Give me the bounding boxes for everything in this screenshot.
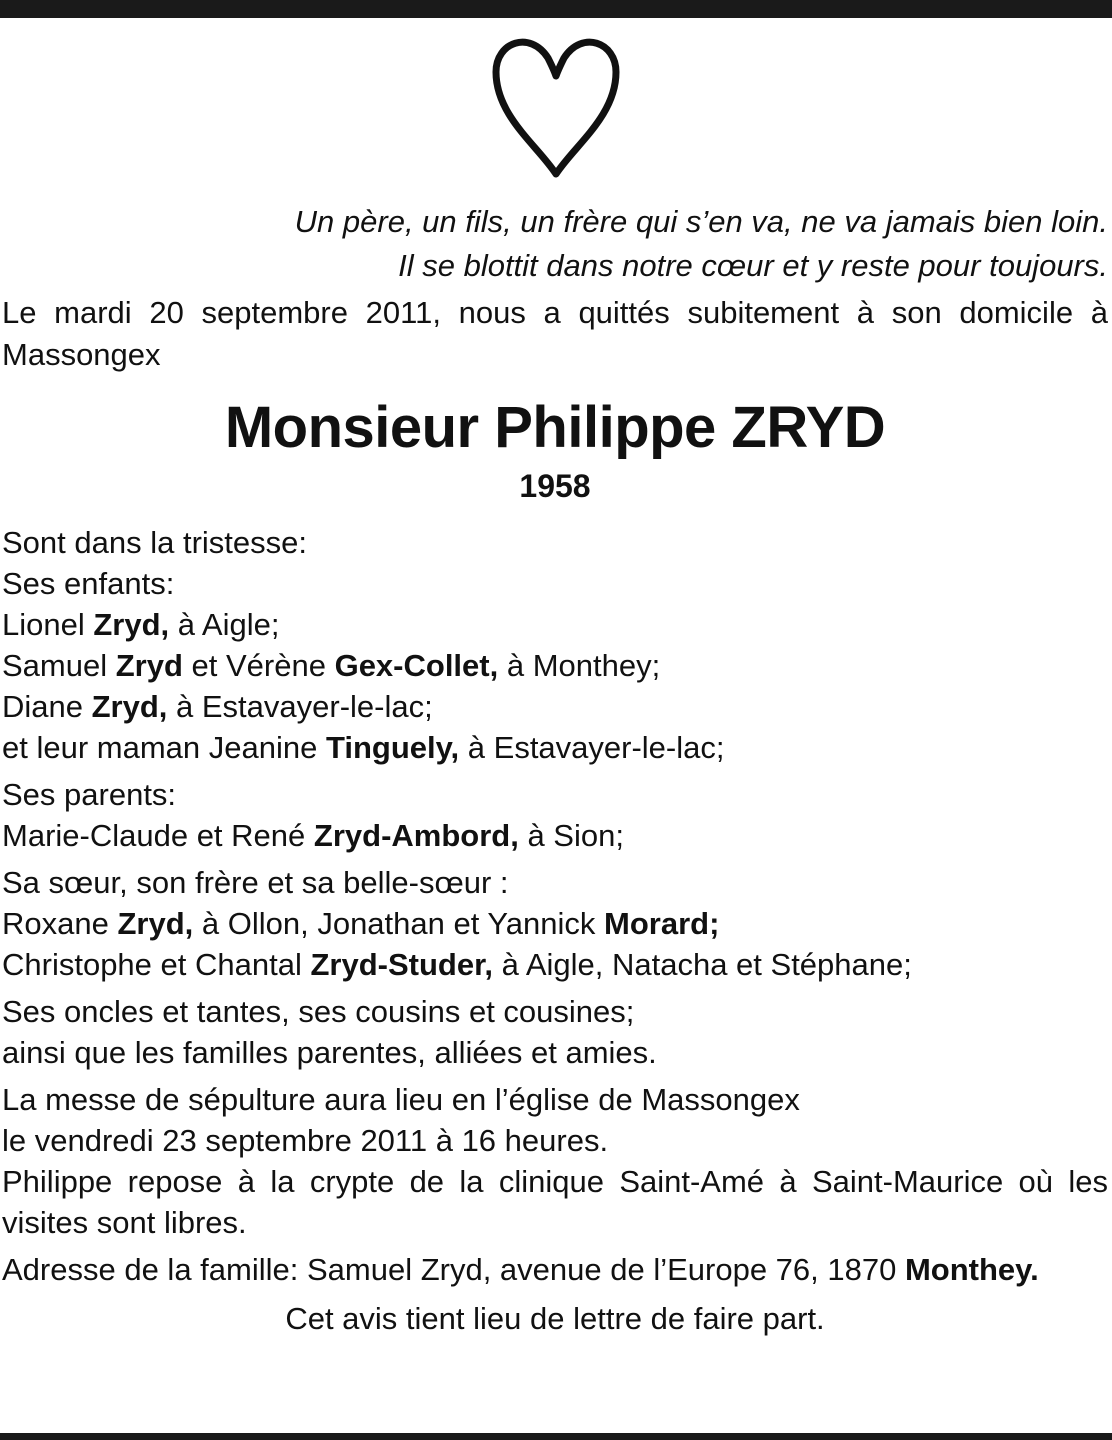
closing-note: Cet avis tient lieu de lettre de faire part. (285, 1301, 825, 1336)
relatives-section (2, 991, 1108, 1073)
relatives-line: Ses oncles et tantes, ses cousins et cousines; (2, 994, 635, 1029)
family-line: Lionel Zryd, à Aigle; (2, 607, 280, 642)
obituary-notice (2, 200, 1108, 1339)
heart-icon (488, 28, 624, 178)
relatives-line: ainsi que les familles parentes, alliées et amies. (2, 1035, 657, 1070)
family-address: Adresse de la famille: Samuel Zryd, avenue de l’Europe 76, 1870 Monthey. (2, 1252, 1039, 1287)
parents-heading: Ses parents: (2, 777, 177, 812)
siblings-heading: Sa sœur, son frère et sa belle-sœur : (2, 865, 509, 900)
deceased-name: Monsieur Philippe ZRYD (224, 395, 886, 460)
ceremony-line: Philippe repose à la crypte de la clinique Saint-Amé à Saint-Maurice où les visites sont libres. (2, 1164, 1108, 1240)
bottom-rule (0, 1433, 1112, 1440)
siblings-section (2, 862, 1108, 985)
ceremony-line: le vendredi 23 septembre 2011 à 16 heures. (2, 1123, 609, 1158)
family-line: Roxane Zryd, à Ollon, Jonathan et Yannick Morard; (2, 906, 720, 941)
sadness-heading: Sont dans la tristesse: (2, 525, 307, 560)
ceremony-section (2, 1079, 1108, 1243)
family-line: et leur maman Jeanine Tinguely, à Estavayer-le-lac; (2, 730, 725, 765)
family-line: Diane Zryd, à Estavayer-le-lac; (2, 689, 433, 724)
birth-year: 1958 (519, 468, 591, 504)
family-line: Christophe et Chantal Zryd-Studer, à Aigle, Natacha et Stéphane; (2, 947, 912, 982)
ceremony-line: La messe de sépulture aura lieu en l’église de Massongex (2, 1082, 800, 1117)
intro-text: Le mardi 20 septembre 2011, nous a quittés subitement à son domicile à Massongex (2, 295, 1108, 372)
children-section (2, 522, 1108, 768)
children-heading: Ses enfants: (2, 566, 175, 601)
family-line: Samuel Zryd et Vérène Gex-Collet, à Monthey; (2, 648, 661, 683)
parents-section (2, 774, 1108, 856)
top-rule (0, 0, 1112, 18)
family-line: Marie-Claude et René Zryd-Ambord, à Sion; (2, 818, 624, 853)
epigraph (2, 200, 1108, 288)
epigraph-line: Un père, un fils, un frère qui s’en va, ne va jamais bien loin. (294, 204, 1108, 239)
epigraph-line: Il se blottit dans notre cœur et y reste pour toujours. (398, 248, 1108, 283)
